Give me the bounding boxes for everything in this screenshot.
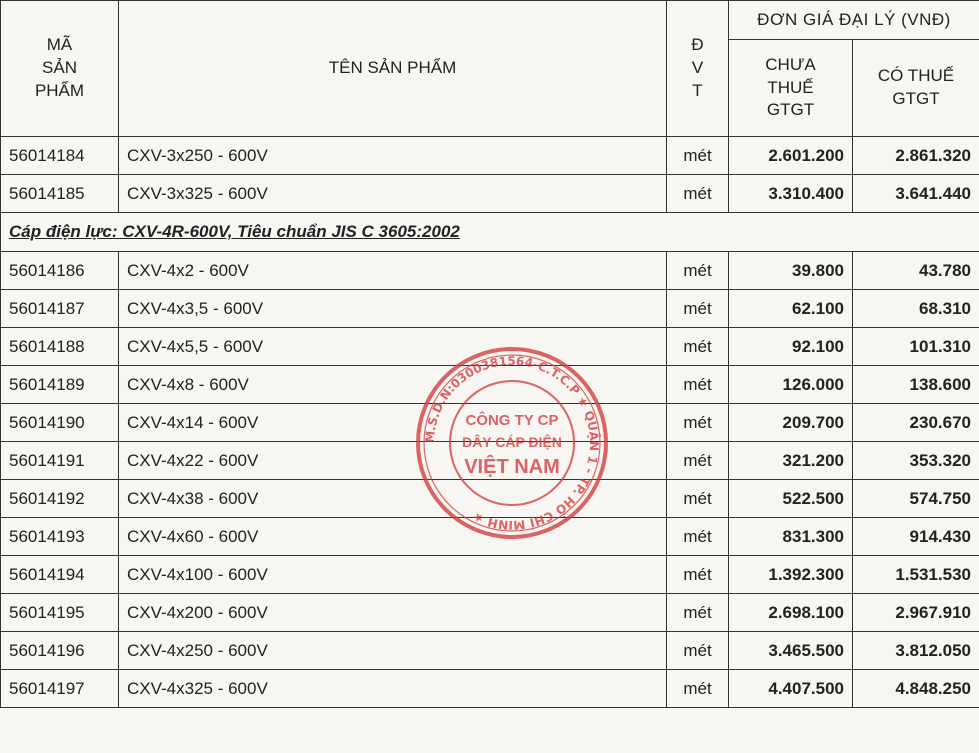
table-row	[1, 404, 979, 442]
price-pre-tax-cell: 522.500	[729, 480, 853, 518]
price-pre-tax-cell: 4.407.500	[729, 670, 853, 708]
table-row	[1, 670, 979, 708]
product-code-cell: 56014197	[1, 670, 119, 708]
price-pre-tax-cell: 831.300	[729, 518, 853, 556]
product-code-cell: 56014194	[1, 556, 119, 594]
unit-cell: mét	[667, 632, 729, 670]
product-code-cell: 56014184	[1, 137, 119, 175]
product-name-cell: CXV-4x325 - 600V	[119, 670, 667, 708]
price-with-tax-cell: 914.430	[853, 518, 979, 556]
table-row	[1, 328, 979, 366]
price-pre-tax-cell: 321.200	[729, 442, 853, 480]
table-row	[1, 175, 979, 213]
price-with-tax-cell: 43.780	[853, 252, 979, 290]
price-with-tax-cell: 2.967.910	[853, 594, 979, 632]
price-pre-tax-cell: 2.601.200	[729, 137, 853, 175]
unit-cell: mét	[667, 366, 729, 404]
table-row	[1, 366, 979, 404]
unit-cell: mét	[667, 480, 729, 518]
price-with-tax-cell: 101.310	[853, 328, 979, 366]
price-with-tax-cell: 2.861.320	[853, 137, 979, 175]
price-with-tax-cell: 68.310	[853, 290, 979, 328]
unit-cell: mét	[667, 175, 729, 213]
header-pre-tax: CHƯA THUẾ GTGT	[729, 40, 853, 137]
price-with-tax-cell: 4.848.250	[853, 670, 979, 708]
product-name-cell: CXV-4x100 - 600V	[119, 556, 667, 594]
product-name-cell: CXV-3x325 - 600V	[119, 175, 667, 213]
price-with-tax-cell: 3.641.440	[853, 175, 979, 213]
product-name-cell: CXV-3x250 - 600V	[119, 137, 667, 175]
svg-text:DÂY CÁP ĐIỆN: DÂY CÁP ĐIỆN	[462, 434, 562, 450]
price-pre-tax-cell: 209.700	[729, 404, 853, 442]
unit-cell: mét	[667, 290, 729, 328]
svg-text:CÔNG TY CP: CÔNG TY CP	[465, 412, 559, 429]
table-row	[1, 480, 979, 518]
price-with-tax-cell: 1.531.530	[853, 556, 979, 594]
section-title: Cáp điện lực: CXV-4R-600V, Tiêu chuẩn JIS C 3605:2002	[1, 213, 979, 252]
price-pre-tax-cell: 3.310.400	[729, 175, 853, 213]
price-with-tax-cell: 574.750	[853, 480, 979, 518]
unit-cell: mét	[667, 252, 729, 290]
product-code-cell: 56014196	[1, 632, 119, 670]
price-pre-tax-cell: 62.100	[729, 290, 853, 328]
unit-cell: mét	[667, 328, 729, 366]
table-row	[1, 594, 979, 632]
product-code-cell: 56014187	[1, 290, 119, 328]
price-with-tax-cell: 353.320	[853, 442, 979, 480]
product-code-cell: 56014188	[1, 328, 119, 366]
table-row	[1, 518, 979, 556]
product-code-cell: 56014185	[1, 175, 119, 213]
product-name-cell: CXV-4x3,5 - 600V	[119, 290, 667, 328]
price-with-tax-cell: 3.812.050	[853, 632, 979, 670]
header-code: MÃ SẢN PHẨM	[1, 1, 119, 137]
product-name-cell: CXV-4x22 - 600V	[119, 442, 667, 480]
product-code-cell: 56014190	[1, 404, 119, 442]
svg-text:VIỆT NAM: VIỆT NAM	[464, 456, 560, 478]
product-name-cell: CXV-4x5,5 - 600V	[119, 328, 667, 366]
price-pre-tax-cell: 3.465.500	[729, 632, 853, 670]
product-name-cell: CXV-4x200 - 600V	[119, 594, 667, 632]
header-product-name: TÊN SẢN PHẨM	[119, 1, 667, 137]
price-pre-tax-cell: 2.698.100	[729, 594, 853, 632]
product-code-cell: 56014191	[1, 442, 119, 480]
product-code-cell: 56014193	[1, 518, 119, 556]
price-with-tax-cell: 138.600	[853, 366, 979, 404]
product-name-cell: CXV-4x38 - 600V	[119, 480, 667, 518]
product-name-cell: CXV-4x250 - 600V	[119, 632, 667, 670]
table-row	[1, 290, 979, 328]
header-unit: Đ V T	[667, 1, 729, 137]
table-row	[1, 556, 979, 594]
product-code-cell: 56014195	[1, 594, 119, 632]
product-code-cell: 56014189	[1, 366, 119, 404]
unit-cell: mét	[667, 404, 729, 442]
product-name-cell: CXV-4x14 - 600V	[119, 404, 667, 442]
unit-cell: mét	[667, 442, 729, 480]
header-with-tax: CÓ THUẾ GTGT	[853, 40, 979, 137]
table-row	[1, 632, 979, 670]
price-pre-tax-cell: 1.392.300	[729, 556, 853, 594]
unit-cell: mét	[667, 670, 729, 708]
product-name-cell: CXV-4x2 - 600V	[119, 252, 667, 290]
product-code-cell: 56014186	[1, 252, 119, 290]
price-with-tax-cell: 230.670	[853, 404, 979, 442]
price-pre-tax-cell: 39.800	[729, 252, 853, 290]
table-row	[1, 252, 979, 290]
table-row	[1, 137, 979, 175]
unit-cell: mét	[667, 137, 729, 175]
product-name-cell: CXV-4x60 - 600V	[119, 518, 667, 556]
product-code-cell: 56014192	[1, 480, 119, 518]
unit-cell: mét	[667, 556, 729, 594]
product-name-cell: CXV-4x8 - 600V	[119, 366, 667, 404]
section-row	[1, 213, 979, 252]
svg-text:M.S.D.N:0300381564-C.T.C.P ★ Q: M.S.D.N:0300381564-C.T.C.P ★ QUẬN 1 - TP. HỒ CHÍ MINH ★	[422, 353, 602, 533]
header-dealer-price: ĐƠN GIÁ ĐẠI LÝ (VNĐ)	[729, 1, 979, 40]
price-pre-tax-cell: 92.100	[729, 328, 853, 366]
unit-cell: mét	[667, 518, 729, 556]
unit-cell: mét	[667, 594, 729, 632]
price-pre-tax-cell: 126.000	[729, 366, 853, 404]
table-row	[1, 442, 979, 480]
